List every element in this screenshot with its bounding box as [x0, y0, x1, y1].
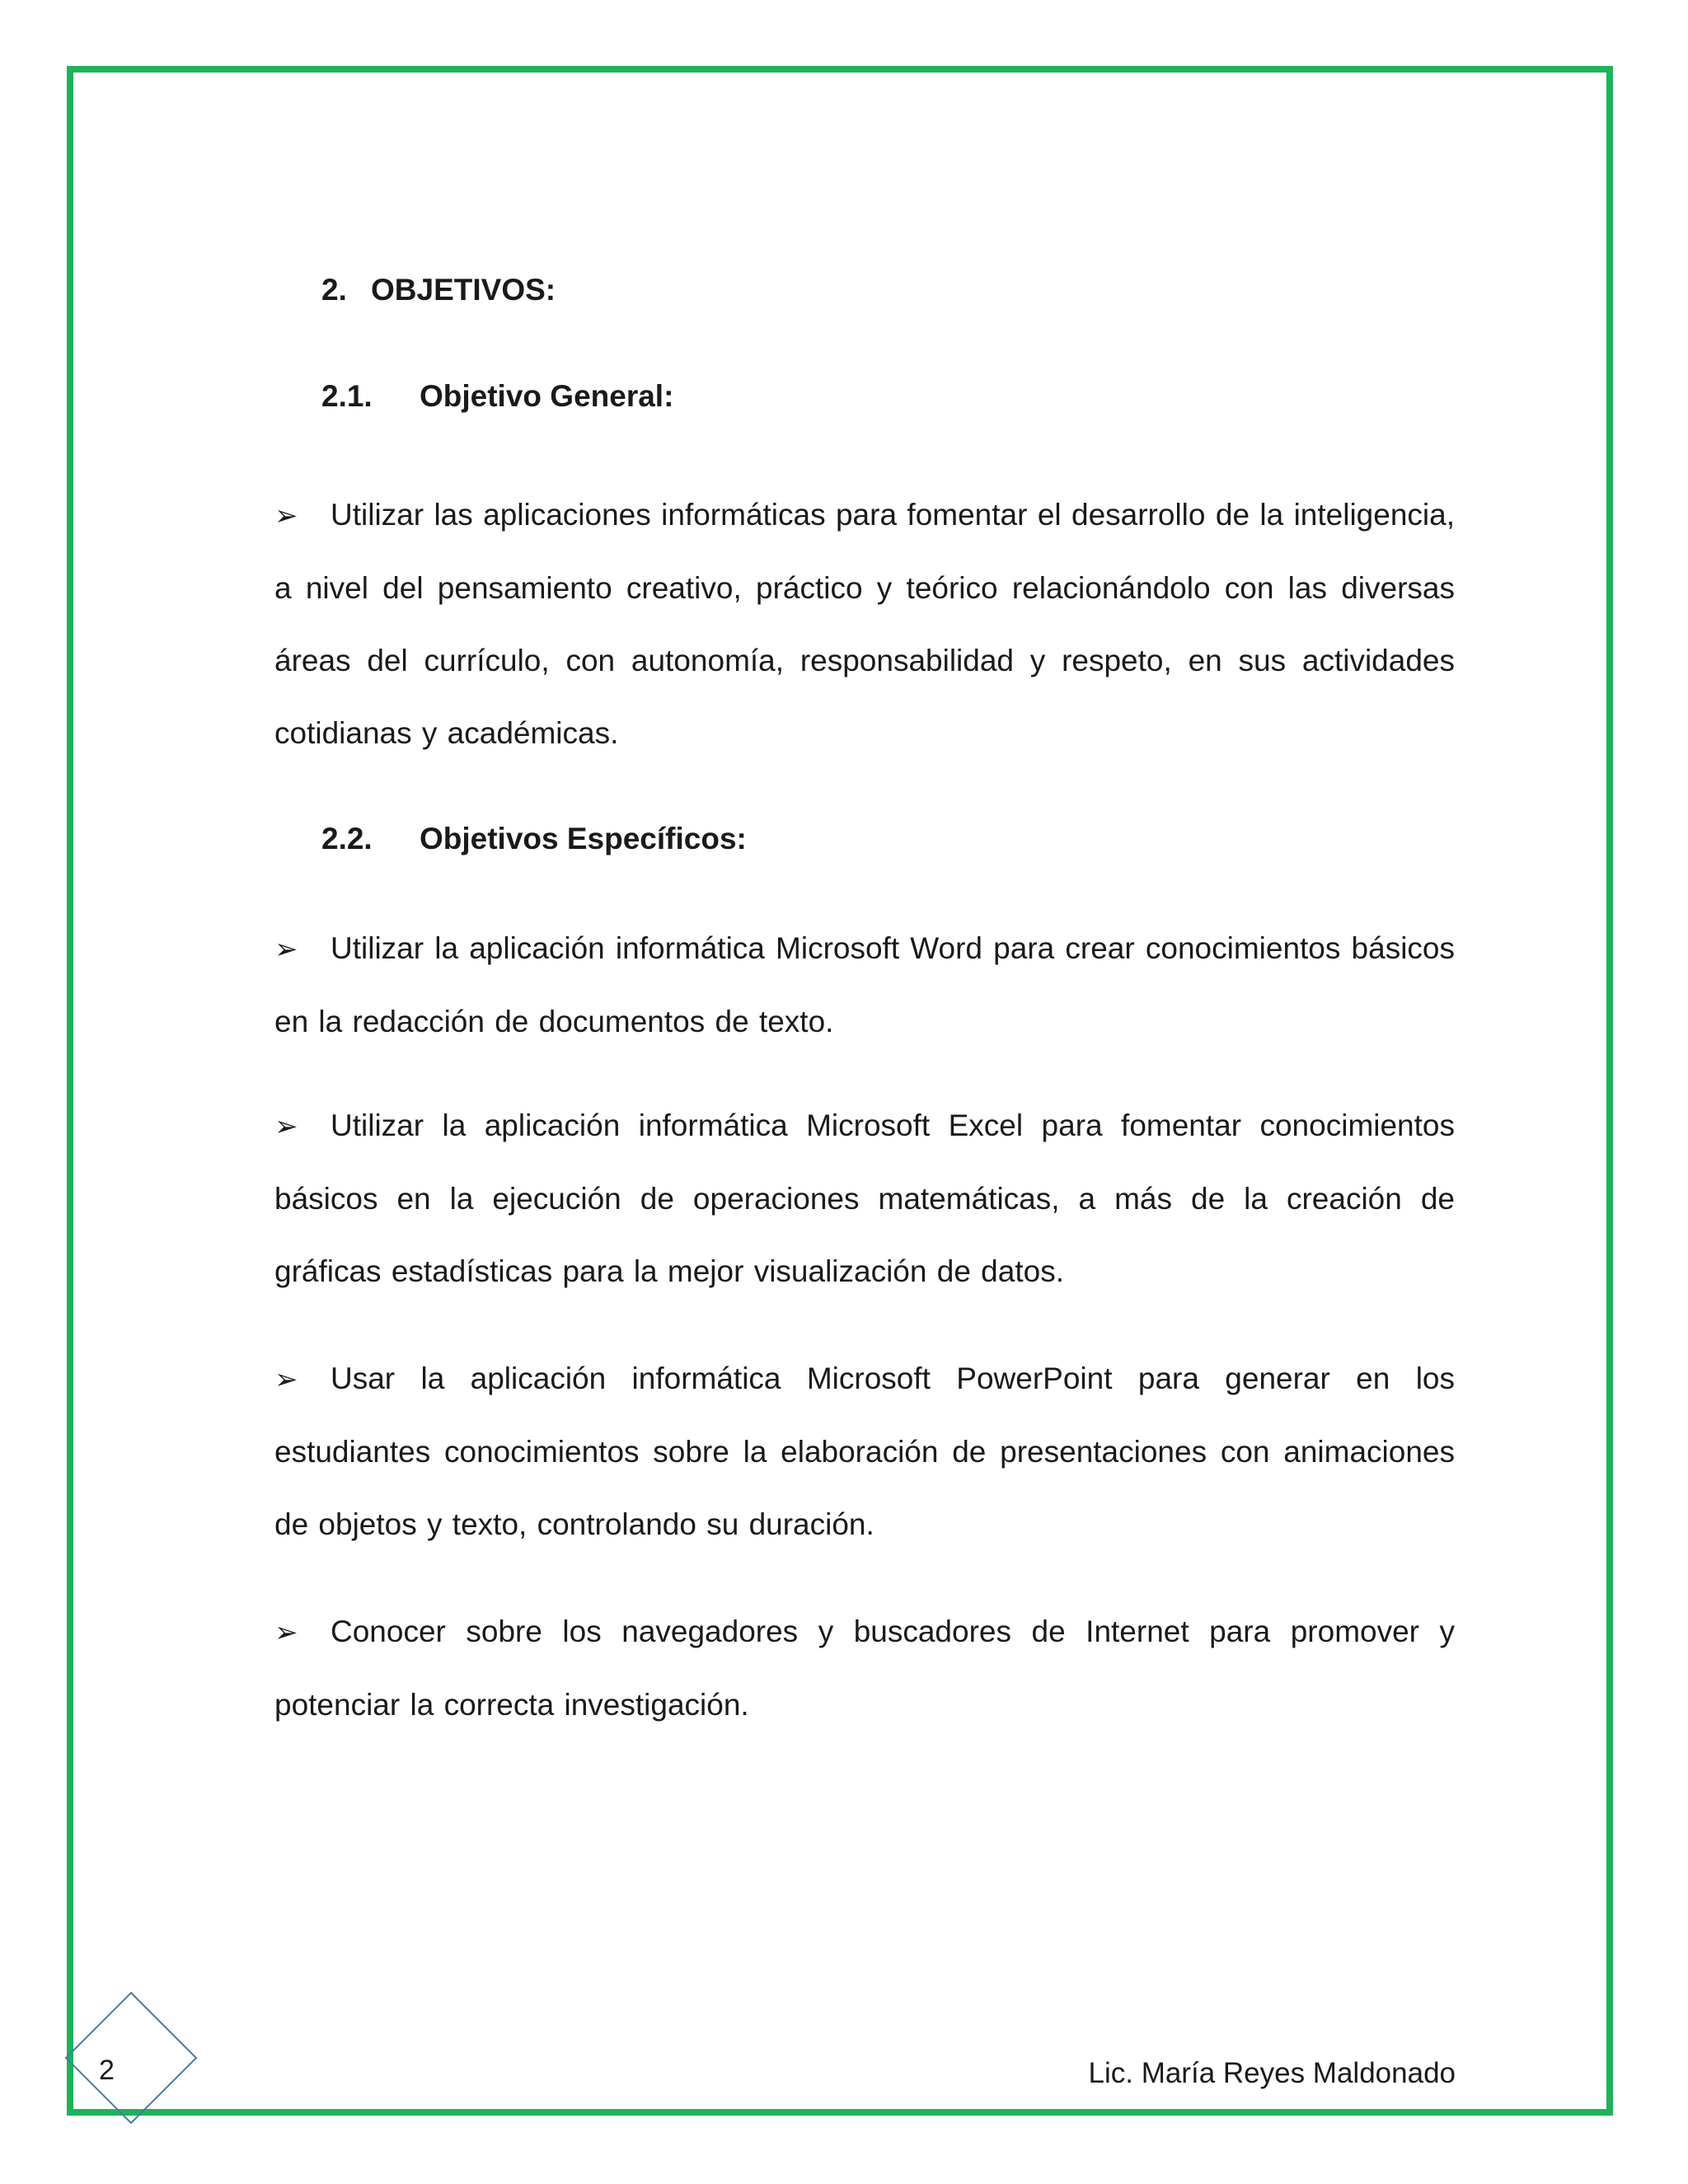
arrow-bullet-icon: ➢: [274, 1111, 298, 1142]
heading-objetivos: [321, 272, 556, 308]
heading-number: 2.2.: [321, 822, 373, 855]
heading-objetivo-general: [321, 378, 673, 415]
list-item-text: Utilizar la aplicación informática Microsoft Excel para fomentar conocimientos básicos en la ejecución de operaciones matemáticas, a más de la creación de gráficas estadísticas para la mejor visualización de datos.: [274, 1108, 1455, 1288]
footer-author: Lic. María Reyes Maldonado: [1088, 2057, 1456, 2089]
arrow-bullet-icon: ➢: [274, 1617, 298, 1648]
list-item-text: Conocer sobre los navegadores y buscadores de Internet para promover y potenciar la correcta investigación.: [274, 1615, 1455, 1722]
list-item: [274, 1596, 1455, 1741]
list-item-text: Usar la aplicación informática Microsoft PowerPoint para generar en los estudiantes conocimientos sobre la elaboración de presentaciones con animaciones de objetos y texto, controlando su duración.: [274, 1361, 1455, 1541]
heading-label: Objetivo General:: [420, 379, 674, 413]
general-objective-paragraph: [274, 479, 1455, 770]
list-item: [274, 1343, 1455, 1561]
heading-label: Objetivos Específicos:: [420, 822, 747, 855]
list-item-text: Utilizar la aplicación informática Microsoft Word para crear conocimientos básicos en la redacción de documentos de texto.: [274, 931, 1455, 1038]
arrow-bullet-icon: ➢: [274, 1364, 298, 1395]
paragraph-text: Utilizar las aplicaciones informáticas para fomentar el desarrollo de la inteligencia, a nivel del pensamiento creativo, práctico y teórico relacionándolo con las diversas áreas del currículo, con autonomía, responsabilidad y respeto, en sus actividades cotidianas y académicas.: [274, 498, 1455, 750]
list-item: [274, 1090, 1455, 1308]
page-number: 2: [99, 2055, 115, 2086]
list-item: [274, 912, 1455, 1058]
heading-label: OBJETIVOS:: [371, 273, 556, 307]
heading-objetivos-especificos: [321, 821, 747, 857]
arrow-bullet-icon: ➢: [274, 934, 298, 965]
heading-number: 2.1.: [321, 379, 373, 413]
arrow-bullet-icon: ➢: [274, 500, 298, 532]
page-number-diamond-icon: [61, 1990, 201, 2130]
heading-number: 2.: [321, 273, 347, 307]
